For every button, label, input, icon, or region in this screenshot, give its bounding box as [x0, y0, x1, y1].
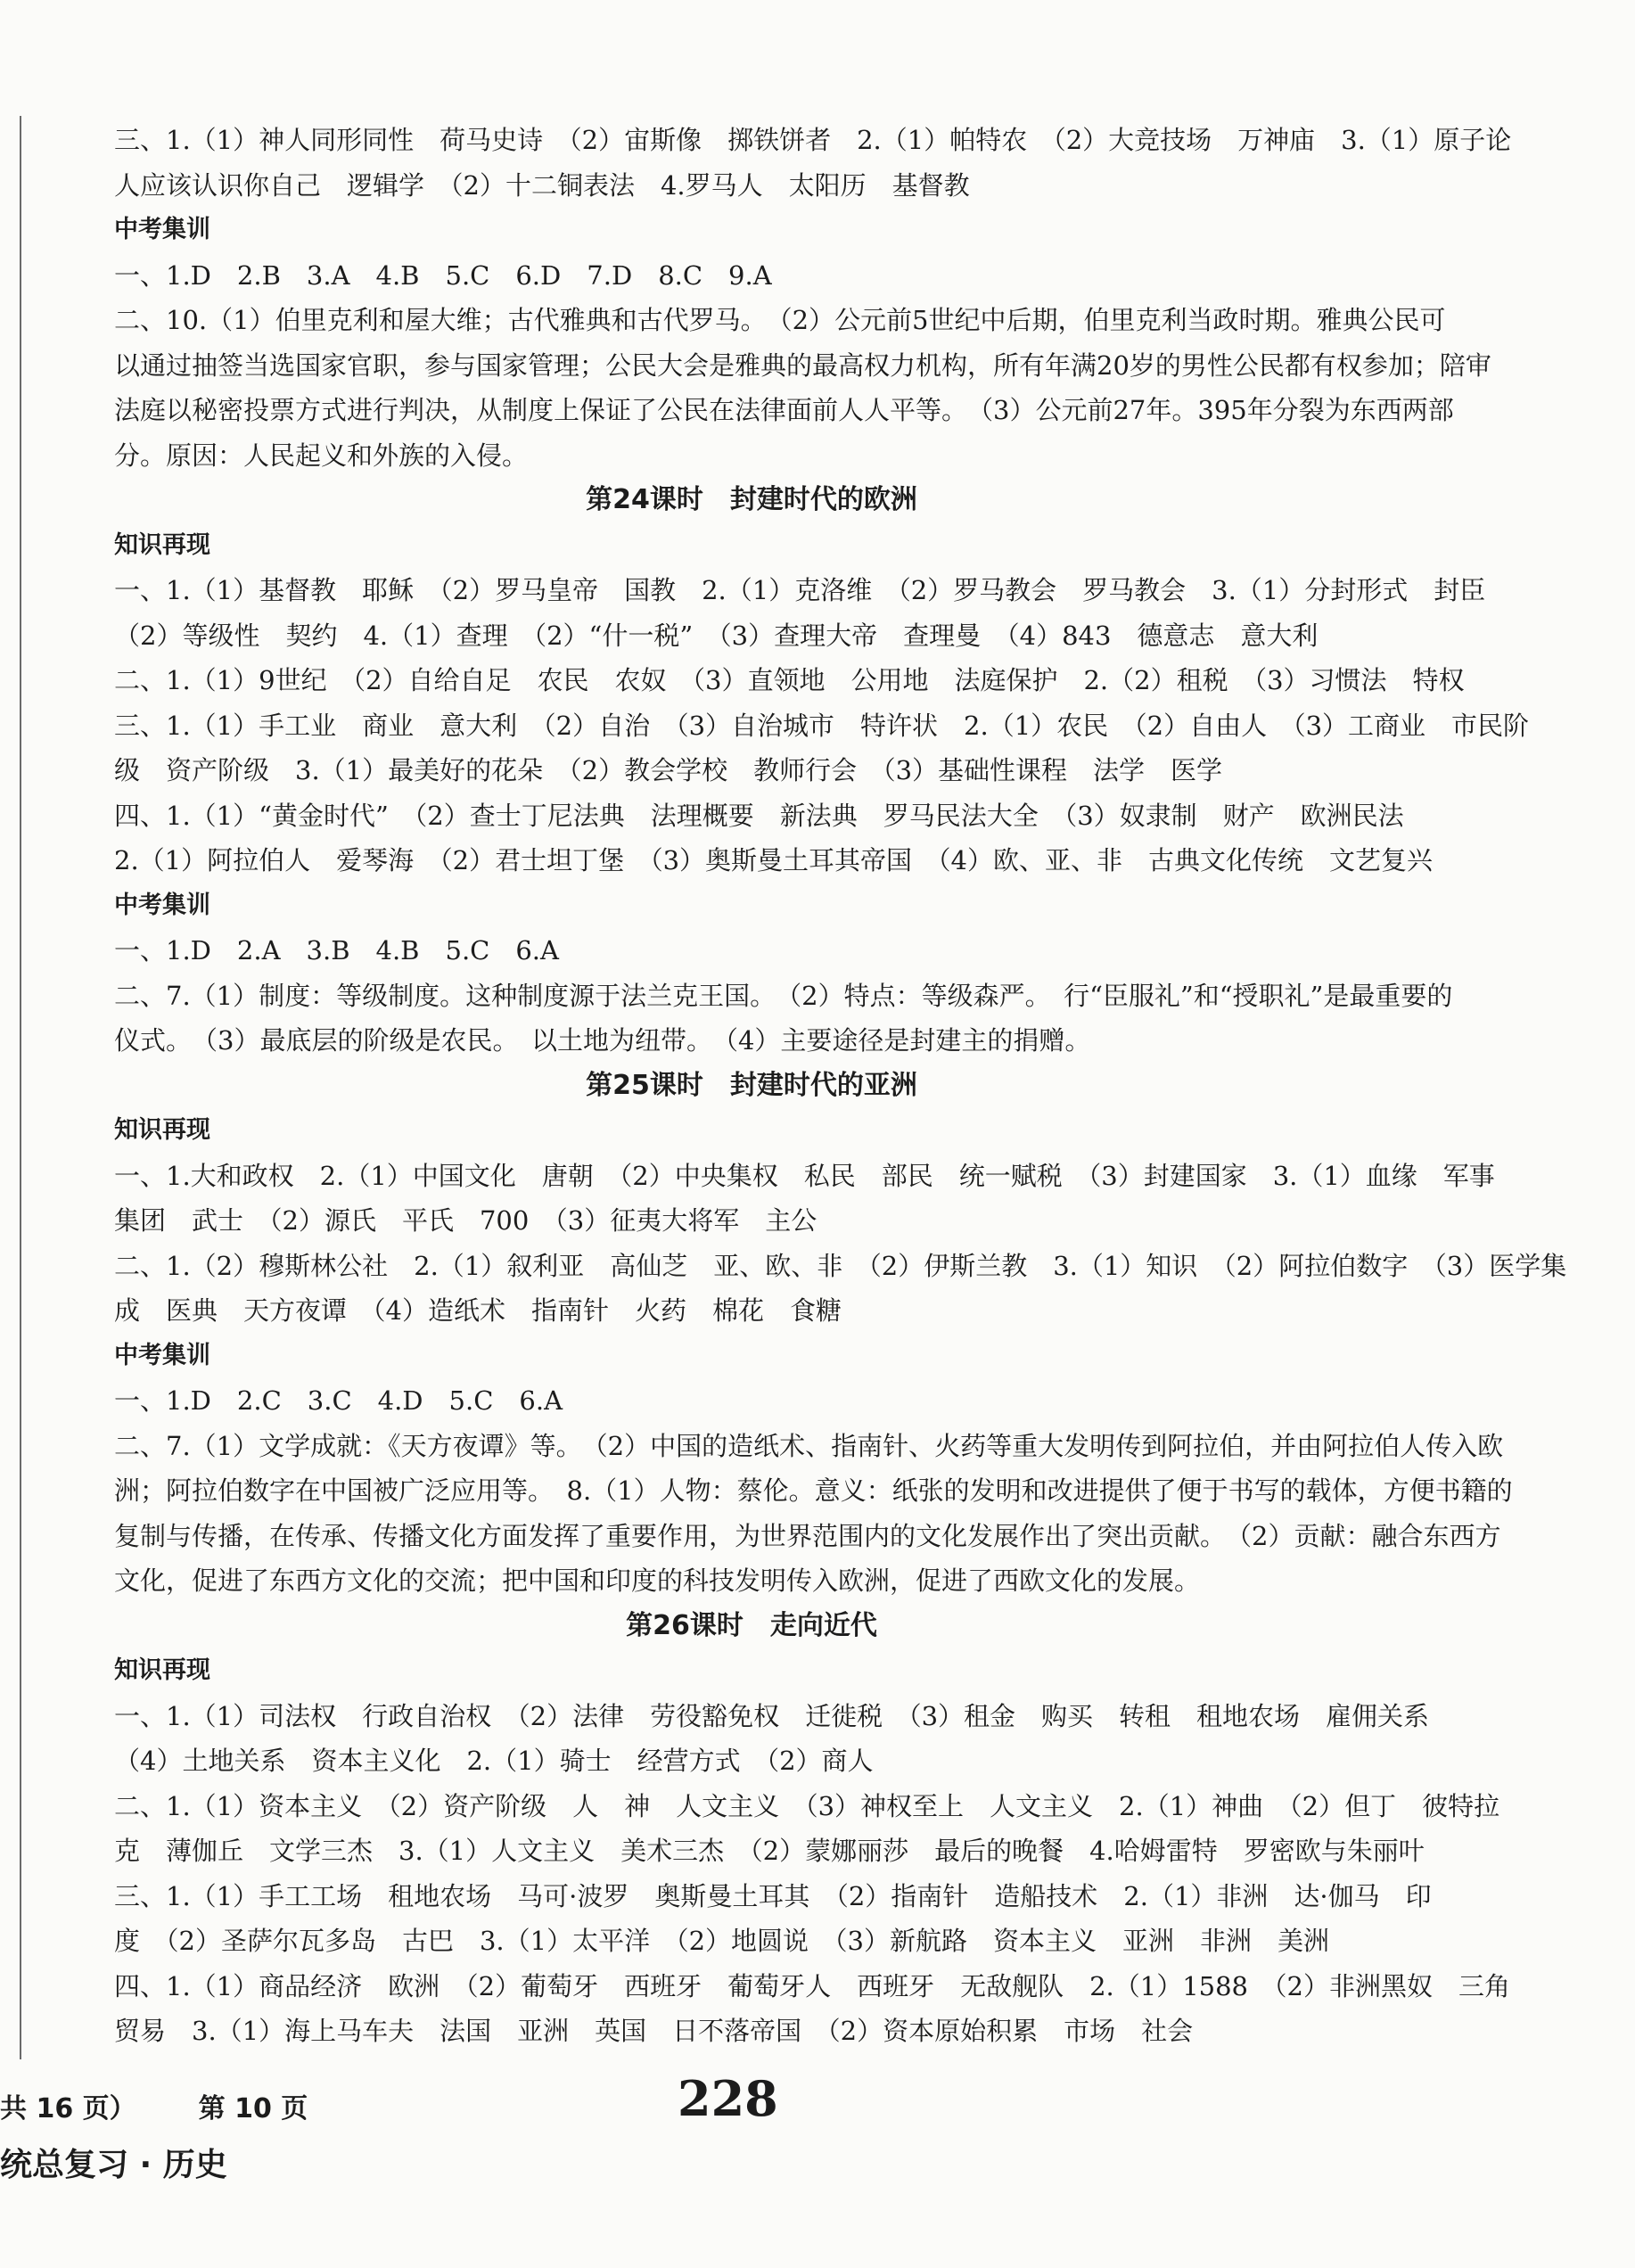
answer-line: 二、7.（1）制度：等级制度。这种制度源于法兰克王国。 （2）特点：等级森严。 行“臣服礼”和“授职礼”是最重要的: [114, 980, 1453, 1011]
answer-line: 二、7.（1）文学成就：《天方夜谭》等。 （2）中国的造纸术、指南针、火药等重大发明传到阿拉伯，并由阿拉伯人传入欧: [114, 1430, 1504, 1461]
answer-line: 四、1.（1）商品经济 欧洲 （2）葡萄牙 西班牙 葡萄牙人 西班牙 无敌舰队 2.（1）1588 （2）非洲黑奴 三角: [114, 1970, 1510, 2001]
answer-line: 三、1.（1）手工业 商业 意大利 （2）自治 （3）自治城市 特许状 2.（1）农民 （2）自由人 （3）工商业 市民阶: [114, 710, 1530, 741]
answer-line: 度 （2）圣萨尔瓦多岛 古巴 3.（1）太平洋 （2）地圆说 （3）新航路 资本主义 亚洲 非洲 美洲: [114, 1926, 1329, 1956]
answer-line: 以通过抽签当选国家官职，参与国家管理；公民大会是雅典的最高权力机构，所有年满20岁的男性公民都有权参加；陪审: [114, 349, 1491, 381]
lesson-heading: 第25课时 封建时代的亚洲: [586, 1069, 917, 1101]
section-heading: 知识再现: [114, 530, 210, 559]
answer-key-content: [114, 118, 1567, 2054]
answer-line: 四、1.（1）“黄金时代” （2）查士丁尼法典 法理概要 新法典 罗马民法大全 （3）奴隶制 财产 欧洲民法: [114, 800, 1404, 831]
answer-line: 三、1.（1）手工工场 租地农场 马可·波罗 奥斯曼土耳其 （2）指南针 造船技术 2.（1）非洲 达·伽马 印: [114, 1880, 1432, 1911]
answer-line: 贸易 3.（1）海上马车夫 法国 亚洲 英国 日不落帝国 （2）资本原始积累 市场 社会: [114, 2016, 1194, 2046]
answer-line: 一、1.D 2.C 3.C 4.D 5.C 6.A: [114, 1385, 563, 1416]
section-heading: 知识再现: [114, 1656, 210, 1684]
answer-line: 复制与传播，在传承、传播文化方面发挥了重要作用，为世界范围内的文化发展作出了突出贡献。 （2）贡献：融合东西方: [114, 1520, 1501, 1551]
answer-line: 一、1.D 2.A 3.B 4.B 5.C 6.A: [114, 935, 559, 966]
answer-line: 二、10.（1）伯里克利和屋大维；古代雅典和古代罗马。 （2）公元前5世纪中后期，伯里克利当政时期。雅典公民可: [114, 305, 1446, 335]
answer-line: 人应该认识你自己 逻辑学 （2）十二铜表法 4.罗马人 太阳历 基督教: [114, 169, 970, 201]
answer-line: 一、1.（1）基督教 耶稣 （2）罗马皇帝 国教 2.（1）克洛维 （2）罗马教会 罗马教会 3.（1）分封形式 封臣: [114, 575, 1486, 605]
answer-line: 成 医典 天方夜谭 （4）造纸术 指南针 火药 棉花 食糖: [114, 1295, 842, 1326]
answer-line: 二、1.（1）9世纪 （2）自给自足 农民 农奴 （3）直领地 公用地 法庭保护 2.（2）租税 （3）习惯法 特权: [114, 665, 1465, 695]
answer-line: 洲；阿拉伯数字在中国被广泛应用等。 8.（1）人物：蔡伦。意义：纸张的发明和改进提供了便于书写的载体，方便书籍的: [114, 1475, 1513, 1506]
answer-line: 2.（1）阿拉伯人 爱琴海 （2）君士坦丁堡 （3）奥斯曼土耳其帝国 （4）欧、亚、非 古典文化传统 文艺复兴: [114, 845, 1433, 875]
answer-line: （2）等级性 契约 4.（1）查理 （2）“什一税” （3）查理大帝 查理曼 （4）843 德意志 意大利: [114, 620, 1319, 651]
page-number: 228: [678, 2070, 778, 2127]
answer-line: 仪式。 （3）最底层的阶级是农民。 以土地为纽带。 （4）主要途径是封建主的捐赠。: [114, 1025, 1091, 1056]
page-binding-edge: [20, 116, 21, 2059]
answer-line: 分。原因：人民起义和外族的入侵。: [114, 440, 529, 471]
section-heading: 知识再现: [114, 1116, 210, 1144]
book-title: 统总复习 · 历史: [0, 2147, 227, 2183]
answer-line: 级 资产阶级 3.（1）最美好的花朵 （2）教会学校 教师行会 （3）基础性课程 法学 医学: [114, 755, 1223, 785]
page-info: [0, 2086, 308, 2125]
answer-line: 二、1.（2）穆斯林公社 2.（1）叙利亚 高仙芝 亚、欧、非 （2）伊斯兰教 3.（1）知识 （2）阿拉伯数字 （3）医学集: [114, 1250, 1567, 1281]
answer-line: 文化，促进了东西方文化的交流；把中国和印度的科技发明传入欧洲，促进了西欧文化的发展。: [114, 1565, 1201, 1596]
lesson-heading: 第24课时 封建时代的欧洲: [586, 484, 917, 515]
section-heading: 中考集训: [114, 216, 210, 243]
current-page: 第 10 页: [198, 2093, 308, 2124]
lesson-heading: 第26课时 走向近代: [626, 1609, 877, 1641]
section-heading: 中考集训: [114, 1341, 210, 1369]
answer-line: 一、1.D 2.B 3.A 4.B 5.C 6.D 7.D 8.C 9.A: [114, 259, 772, 291]
answer-line: 法庭以秘密投票方式进行判决，从制度上保证了公民在法律面前人人平等。 （3）公元前27年。395年分裂为东西两部: [114, 395, 1454, 425]
answer-line: 一、1.大和政权 2.（1）中国文化 唐朝 （2）中央集权 私民 部民 统一赋税 （3）封建国家 3.（1）血缘 军事: [114, 1160, 1495, 1191]
answer-line: 克 薄伽丘 文学三杰 3.（1）人文主义 美术三杰 （2）蒙娜丽莎 最后的晚餐 4.哈姆雷特 罗密欧与朱丽叶: [114, 1836, 1425, 1866]
answer-line: 集团 武士 （2）源氏 平氏 700 （3）征夷大将军 主公: [114, 1205, 818, 1236]
answer-line: 三、1.（1）神人同形同性 荷马史诗 （2）宙斯像 掷铁饼者 2.（1）帕特农 （2）大竞技场 万神庙 3.（1）原子论: [114, 125, 1512, 155]
answer-line: 一、1.（1）司法权 行政自治权 （2）法律 劳役豁免权 迁徙税 （3）租金 购买 转租 租地农场 雇佣关系: [114, 1700, 1430, 1731]
answer-line: 二、1.（1）资本主义 （2）资产阶级 人 神 人文主义 （3）神权至上 人文主义 2.（1）神曲 （2）但丁 彼特拉: [114, 1790, 1500, 1821]
total-pages: 共 16 页）: [0, 2093, 136, 2124]
answer-line: （4）土地关系 资本主义化 2.（1）骑士 经营方式 （2）商人: [114, 1746, 874, 1776]
section-heading: 中考集训: [114, 891, 210, 919]
